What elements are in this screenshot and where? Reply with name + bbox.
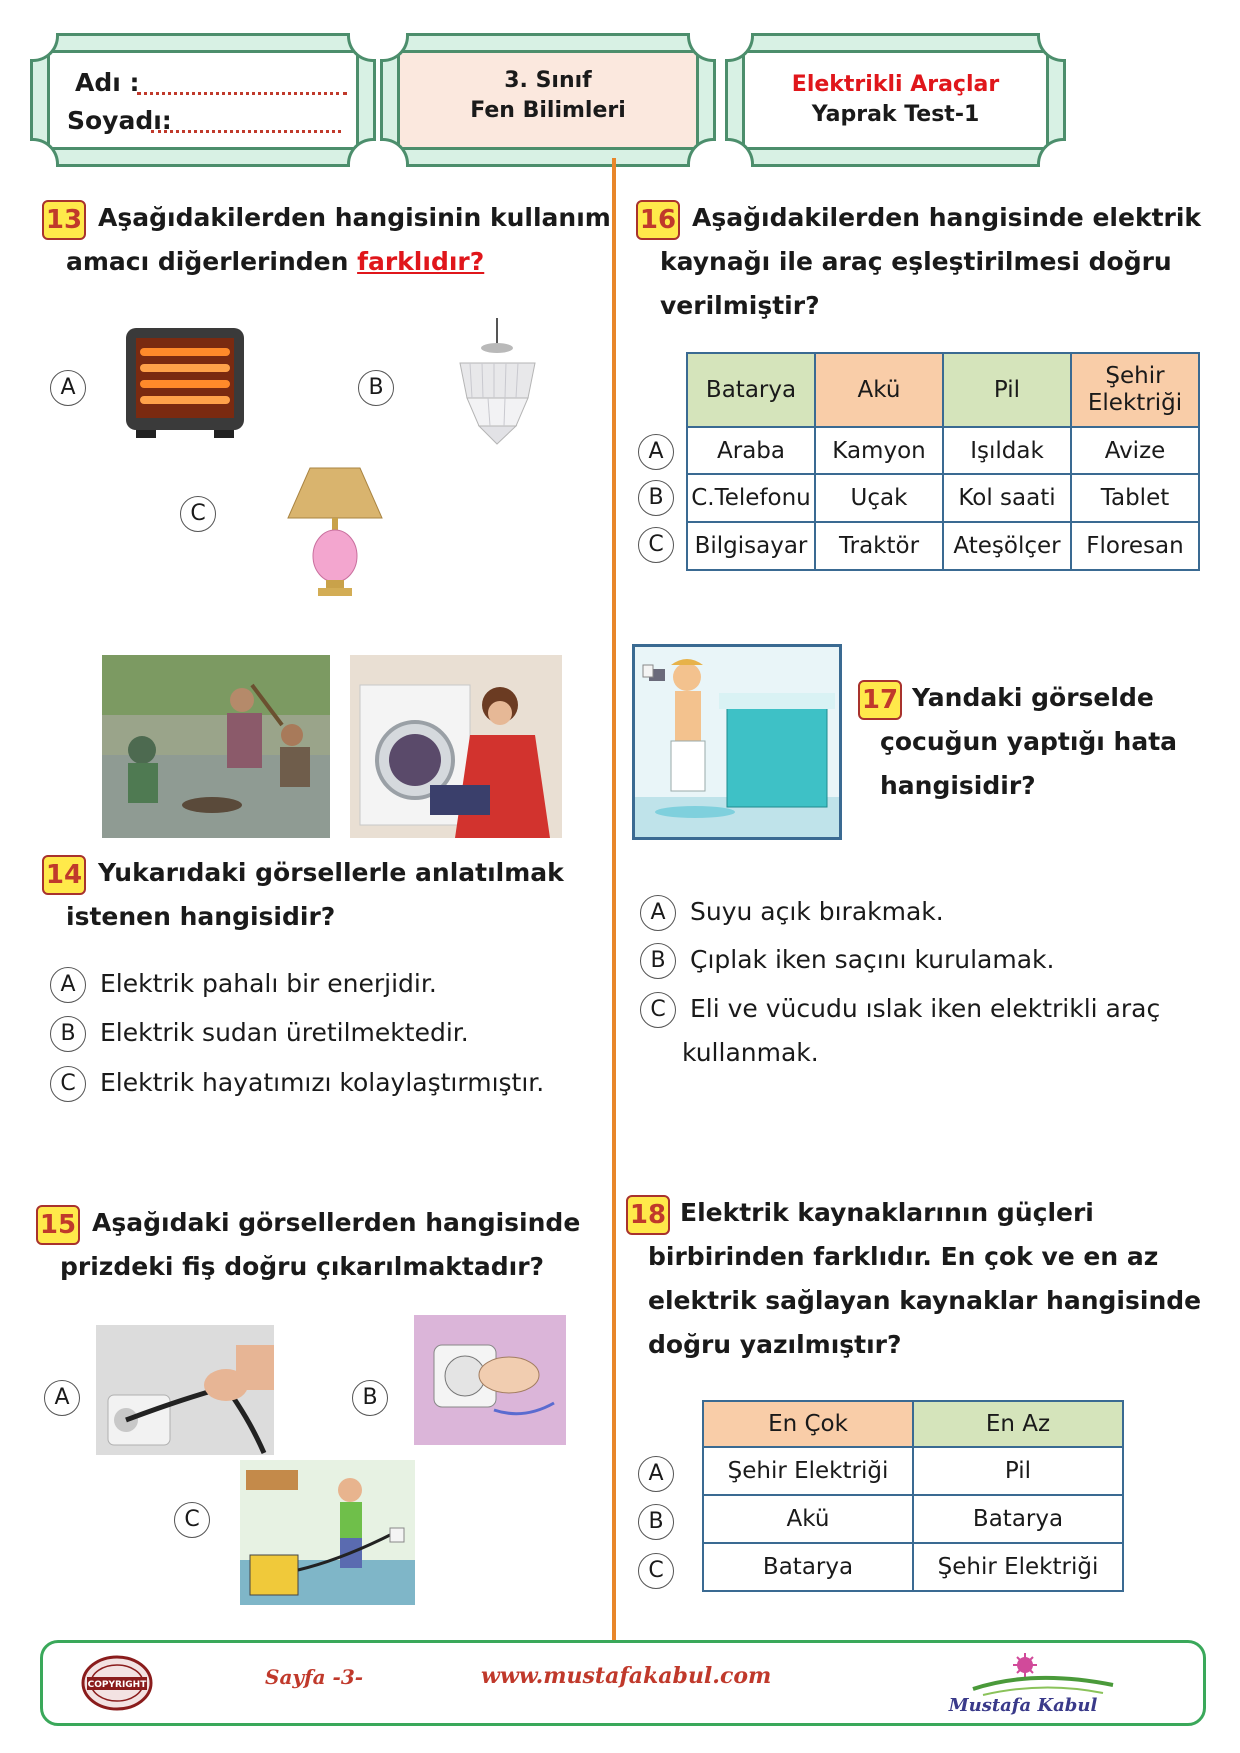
name-box <box>30 33 376 167</box>
q16-header-accumulator: Akü <box>815 353 943 427</box>
q17-option-c[interactable]: C <box>640 992 676 1028</box>
q16-b-cell-4: Tablet <box>1071 474 1199 522</box>
website-link[interactable]: www.mustafakabul.com <box>481 1663 772 1689</box>
q14-option-a[interactable]: A <box>50 967 86 1003</box>
q13-option-a[interactable]: A <box>50 370 86 406</box>
question-13-emphasis: farklıdır? <box>357 247 485 276</box>
question-15-line-1: Aşağıdaki görsellerden hangisinde <box>92 1208 581 1237</box>
q16-b-cell-3: Kol saati <box>943 474 1071 522</box>
q16-c-cell-1: Bilgisayar <box>687 522 815 570</box>
q15-option-c[interactable]: C <box>174 1502 210 1538</box>
q16-option-c[interactable]: C <box>638 527 674 563</box>
q18-c-most: Batarya <box>703 1543 913 1591</box>
q14-option-b[interactable]: B <box>50 1016 86 1052</box>
name-field[interactable] <box>137 92 347 95</box>
q16-header-cell: Pil <box>943 353 1071 427</box>
unplugging-socket-image <box>414 1315 566 1445</box>
signature-text: Mustafa Kabul <box>948 1695 1098 1716</box>
grade-label: 3. Sınıf <box>504 68 592 93</box>
q13-option-b[interactable]: B <box>358 370 394 406</box>
question-17-line-3: hangisidir? <box>880 771 1036 800</box>
table-row <box>703 1495 1123 1543</box>
test-label: Yaprak Test-1 <box>811 102 980 127</box>
question-13-line-2 <box>66 240 484 284</box>
q16-option-b[interactable]: B <box>638 480 674 516</box>
surname-label: Soyadı: <box>67 106 172 135</box>
q18-option-c[interactable]: C <box>638 1553 674 1589</box>
q18-option-a[interactable]: A <box>638 1456 674 1492</box>
q17-option-b[interactable]: B <box>640 943 676 979</box>
q14-option-b-text: Elektrik sudan üretilmektedir. <box>100 1018 469 1047</box>
q16-c-cell-3: Ateşölçer <box>943 522 1071 570</box>
q17-option-c-text-cont: kullanmak. <box>682 1038 819 1067</box>
topic-box <box>725 33 1066 167</box>
page-number: Sayfa -3- <box>265 1665 364 1689</box>
question-16-line-3: verilmiştir? <box>660 291 820 320</box>
washing-by-river-image <box>102 655 330 838</box>
q14-option-c-text: Elektrik hayatımızı kolaylaştırmıştır. <box>100 1068 545 1097</box>
q17-option-c-text: Eli ve vücudu ıslak iken elektrikli araç <box>690 994 1161 1023</box>
q16-a-cell-1: Araba <box>687 427 815 474</box>
question-15-line-2: prizdeki fiş doğru çıkarılmaktadır? <box>60 1252 545 1281</box>
copyright-seal <box>81 1655 153 1711</box>
q16-a-cell-4: Avize <box>1071 427 1199 474</box>
bathroom-hairdryer-image <box>632 644 842 840</box>
question-14-line-2: istenen hangisidir? <box>66 902 336 931</box>
question-14-line-1: Yukarıdaki görsellerle anlatılmak <box>98 858 564 887</box>
question-18-line-3: elektrik sağlayan kaynaklar hangisinde <box>648 1286 1202 1315</box>
surname-field[interactable] <box>151 130 341 133</box>
table-row <box>687 427 1199 474</box>
question-13-line-2-text: amacı diğerlerinden <box>66 247 358 276</box>
q16-c-cell-4: Floresan <box>1071 522 1199 570</box>
q18-option-b[interactable]: B <box>638 1504 674 1540</box>
q14-option-a-text: Elektrik pahalı bir enerjidir. <box>100 969 437 998</box>
q18-header-most: En Çok <box>703 1401 913 1447</box>
table-row <box>703 1543 1123 1591</box>
question-18-number: 18 <box>626 1195 670 1235</box>
q18-table <box>702 1400 1124 1592</box>
q15-option-a[interactable]: A <box>44 1380 80 1416</box>
table-row <box>703 1447 1123 1495</box>
q17-option-a[interactable]: A <box>640 895 676 931</box>
q18-c-least: Şehir Elektriği <box>913 1543 1123 1591</box>
lamp-image <box>280 460 390 600</box>
q16-table <box>686 352 1200 571</box>
name-label: Adı : <box>75 68 140 97</box>
q16-header-battery: Batarya <box>687 353 815 427</box>
q18-a-least: Pil <box>913 1447 1123 1495</box>
q18-a-most: Şehir Elektriği <box>703 1447 913 1495</box>
pulling-cord-image <box>96 1325 274 1455</box>
signature-logo <box>913 1651 1133 1717</box>
q16-b-cell-1: C.Telefonu <box>687 474 815 522</box>
washing-machine-image <box>350 655 562 838</box>
q18-header-least: En Az <box>913 1401 1123 1447</box>
q16-a-cell-3: Işıldak <box>943 427 1071 474</box>
question-16-line-1: Aşağıdakilerden hangisinde elektrik <box>692 203 1202 232</box>
footer <box>40 1640 1206 1726</box>
q16-option-a[interactable]: A <box>638 434 674 470</box>
chandelier-image <box>450 318 545 446</box>
topic-title: Elektrikli Araçlar <box>791 72 1000 97</box>
question-14-number: 14 <box>42 855 86 895</box>
q18-b-least: Batarya <box>913 1495 1123 1543</box>
subject-label: Fen Bilimleri <box>470 98 626 123</box>
column-divider <box>612 158 616 1643</box>
heater-image <box>118 318 253 443</box>
q17-option-b-text: Çıplak iken saçını kurulamak. <box>690 945 1055 974</box>
table-row <box>687 474 1199 522</box>
q18-b-most: Akü <box>703 1495 913 1543</box>
question-13-number: 13 <box>42 200 86 240</box>
q17-option-a-text: Suyu açık bırakmak. <box>690 897 944 926</box>
question-17-line-2: çocuğun yaptığı hata <box>880 727 1178 756</box>
table-row <box>687 522 1199 570</box>
q16-a-cell-2: Kamyon <box>815 427 943 474</box>
q16-header-mains: Şehir Elektriği <box>1071 353 1199 427</box>
question-18-line-1: Elektrik kaynaklarının güçleri <box>680 1198 1094 1227</box>
question-16-line-2: kaynağı ile araç eşleştirilmesi doğru <box>660 247 1172 276</box>
question-18-line-4: doğru yazılmıştır? <box>648 1330 902 1359</box>
question-18-line-2: birbirinden farklıdır. En çok ve en az <box>648 1242 1159 1271</box>
subject-box <box>380 33 716 167</box>
child-pulling-cord-image <box>240 1460 415 1605</box>
q16-c-cell-2: Traktör <box>815 522 943 570</box>
q13-option-c[interactable]: C <box>180 496 216 532</box>
question-15-number: 15 <box>36 1205 80 1245</box>
q14-option-c[interactable]: C <box>50 1066 86 1102</box>
question-17-line-1: Yandaki görselde <box>912 683 1154 712</box>
q16-b-cell-2: Uçak <box>815 474 943 522</box>
q15-option-b[interactable]: B <box>352 1380 388 1416</box>
question-17-number: 17 <box>858 680 902 720</box>
question-16-number: 16 <box>636 200 680 240</box>
question-13-line-1: Aşağıdakilerden hangisinin kullanım <box>98 203 611 232</box>
copyright-text: COPYRIGHT <box>87 1680 147 1690</box>
